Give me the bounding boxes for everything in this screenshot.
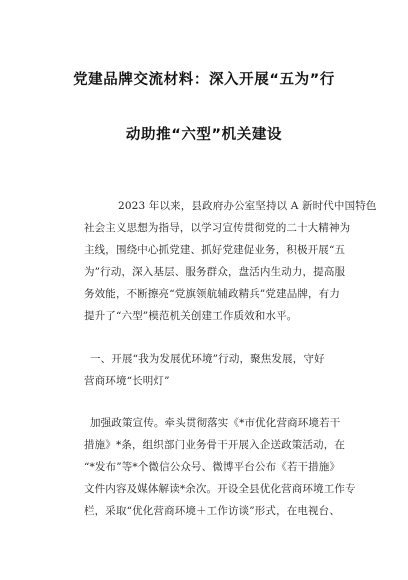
document-title-line-2: 动助推“六型”机关建设 <box>125 127 283 143</box>
document-title-line-1: 党建品牌交流材料：深入开展“五为”行 <box>73 72 335 88</box>
paragraph-line: 文件内容及媒体解读*余次。开设全县优化营商环境工作专 <box>84 483 356 495</box>
paragraph-line: 2023 年以来，县政府办公室坚持以 A 新时代中国特色 <box>118 200 377 212</box>
paragraph-line: 务效能，不断擦亮“党旗领航辅政精兵”党建品牌，有力 <box>84 288 340 300</box>
paragraph-line: “*发布”等*个微信公众号、微博平台公布《若干措施》 <box>84 461 341 473</box>
paragraph-line: 营商环境“长明灯” <box>84 375 170 387</box>
paragraph-line: 措施》*条，组织部门业务骨干开展入企送政策活动，在 <box>84 439 345 451</box>
paragraph-line: 一、开展“我为发展优环境”行动，聚焦发展，守好 <box>90 353 325 365</box>
paragraph-line: 加强政策宣传。牵头贯彻落实《*市优化营商环境若干 <box>90 417 341 429</box>
paragraph-line: 社会主义思想为指导，以学习宣传贯彻党的二十大精神为 <box>84 222 351 234</box>
paragraph-line: 为”行动，深入基层、服务群众，盘活内生动力，提高服 <box>84 266 346 278</box>
paragraph-line: 主线，围绕中心抓党建、抓好党建促业务，积极开展“五 <box>84 244 346 256</box>
paragraph-line: 栏，采取“优化营商环境＋工作访谈”形式，在电视台、 <box>84 505 340 517</box>
paragraph-line: 提升了“六型”模范机关创建工作质效和水平。 <box>84 310 298 322</box>
